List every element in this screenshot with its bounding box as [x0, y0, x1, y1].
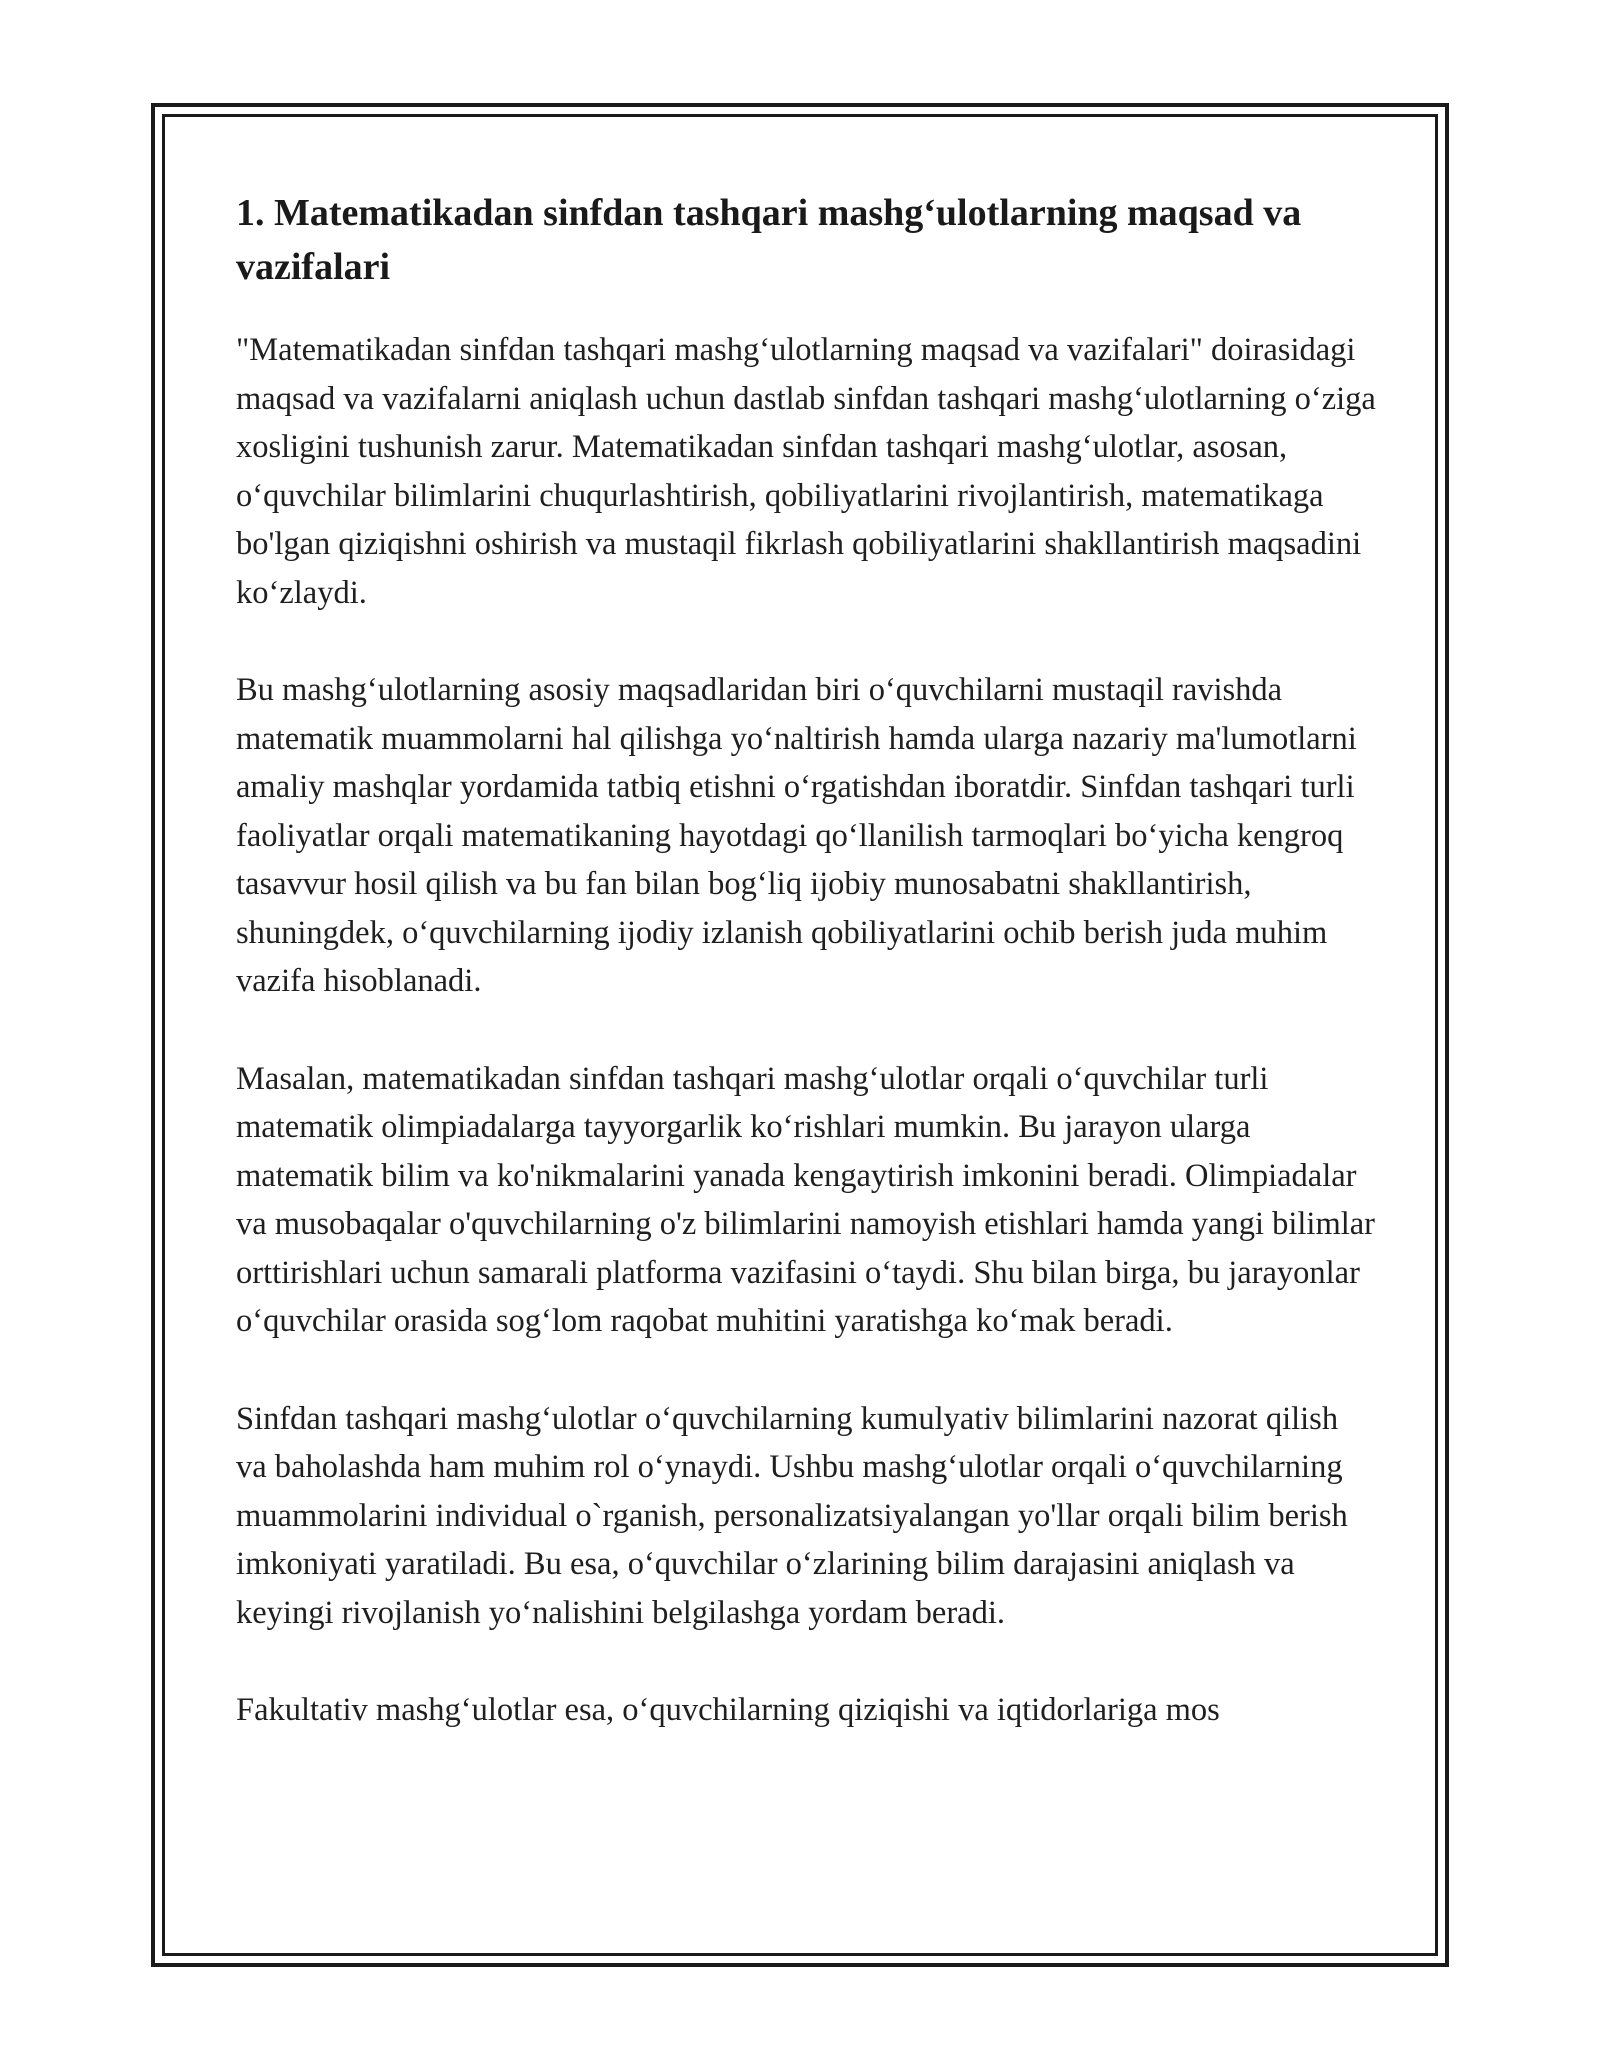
section-heading: 1. Matematikadan sinfdan tashqari mashg‘ulotlarning maqsad va vazifalari — [236, 192, 1302, 288]
paragraph-5: Fakultativ mashg‘ulotlar esa, o‘quvchilarning qiziqishi va iqtidorlariga mos — [236, 1692, 1220, 1728]
paragraph-2: Bu mashg‘ulotlarning asosiy maqsadlaridan biri o‘quvchilarni mustaqil ravishda matematik muammolarni hal qilishga yo‘naltirish hamda ularga nazariy ma'lumotlarni amaliy mashqlar yordamida tatbiq etishni o‘rgatishdan iboratdir. Sinfdan tashqari turli faoliyatlar orqali matematikaning hayotdagi qo‘llanilish tarmoqlari bo‘yicha kengroq tasavvur hosil qilish va bu fan bilan bog‘liq ijobiy munosabatni shakllantirish, shuningdek, o‘quvchilarning ijodiy izlanish qobiliyatlarini ochib berish juda muhim vazifa hisoblanadi. — [236, 672, 1357, 999]
document-content — [236, 186, 1376, 1784]
paragraph-3: Masalan, matematikadan sinfdan tashqari mashg‘ulotlar orqali o‘quvchilar turli matematik olimpiadalarga tayyorgarlik ko‘rishlari mumkin. Bu jarayon ularga matematik bilim va ko'nikmalarini yanada kengaytirish imkonini beradi. Olimpiadalar va musobaqalar o'quvchilarning o'z bilimlarini namoyish etishlari hamda yangi bilimlar orttirishlari uchun samarali platforma vazifasini o‘taydi. Shu bilan birga, bu jarayonlar o‘quvchilar orasida sog‘lom raqobat muhitini yaratishga ko‘mak beradi. — [236, 1060, 1376, 1339]
paragraph-1: "Matematikadan sinfdan tashqari mashg‘ulotlarning maqsad va vazifalari" doirasidagi maqsad va vazifalarni aniqlash uchun dastlab sinfdan tashqari mashg‘ulotlarning o‘ziga xosligini tushunish zarur. Matematikadan sinfdan tashqari mashg‘ulotlar, asosan, o‘quvchilar bilimlarini chuqurlashtirish, qobiliyatlarini rivojlantirish, matematikaga bo'lgan qiziqishni oshirish va mustaqil fikrlash qobiliyatlarini shakllantirish maqsadini ko‘zlaydi. — [236, 332, 1376, 611]
paragraph-4: Sinfdan tashqari mashg‘ulotlar o‘quvchilarning kumulyativ bilimlarini nazorat qilish va baholashda ham muhim rol o‘ynaydi. Ushbu mashg‘ulotlar orqali o‘quvchilarning muammolarini individual o`rganish, personalizatsiyalangan yo'llar orqali bilim berish imkoniyati yaratiladi. Bu esa, o‘quvchilar o‘zlarining bilim darajasini aniqlash va keyingi rivojlanish yo‘nalishini belgilashga yordam beradi. — [236, 1400, 1348, 1631]
